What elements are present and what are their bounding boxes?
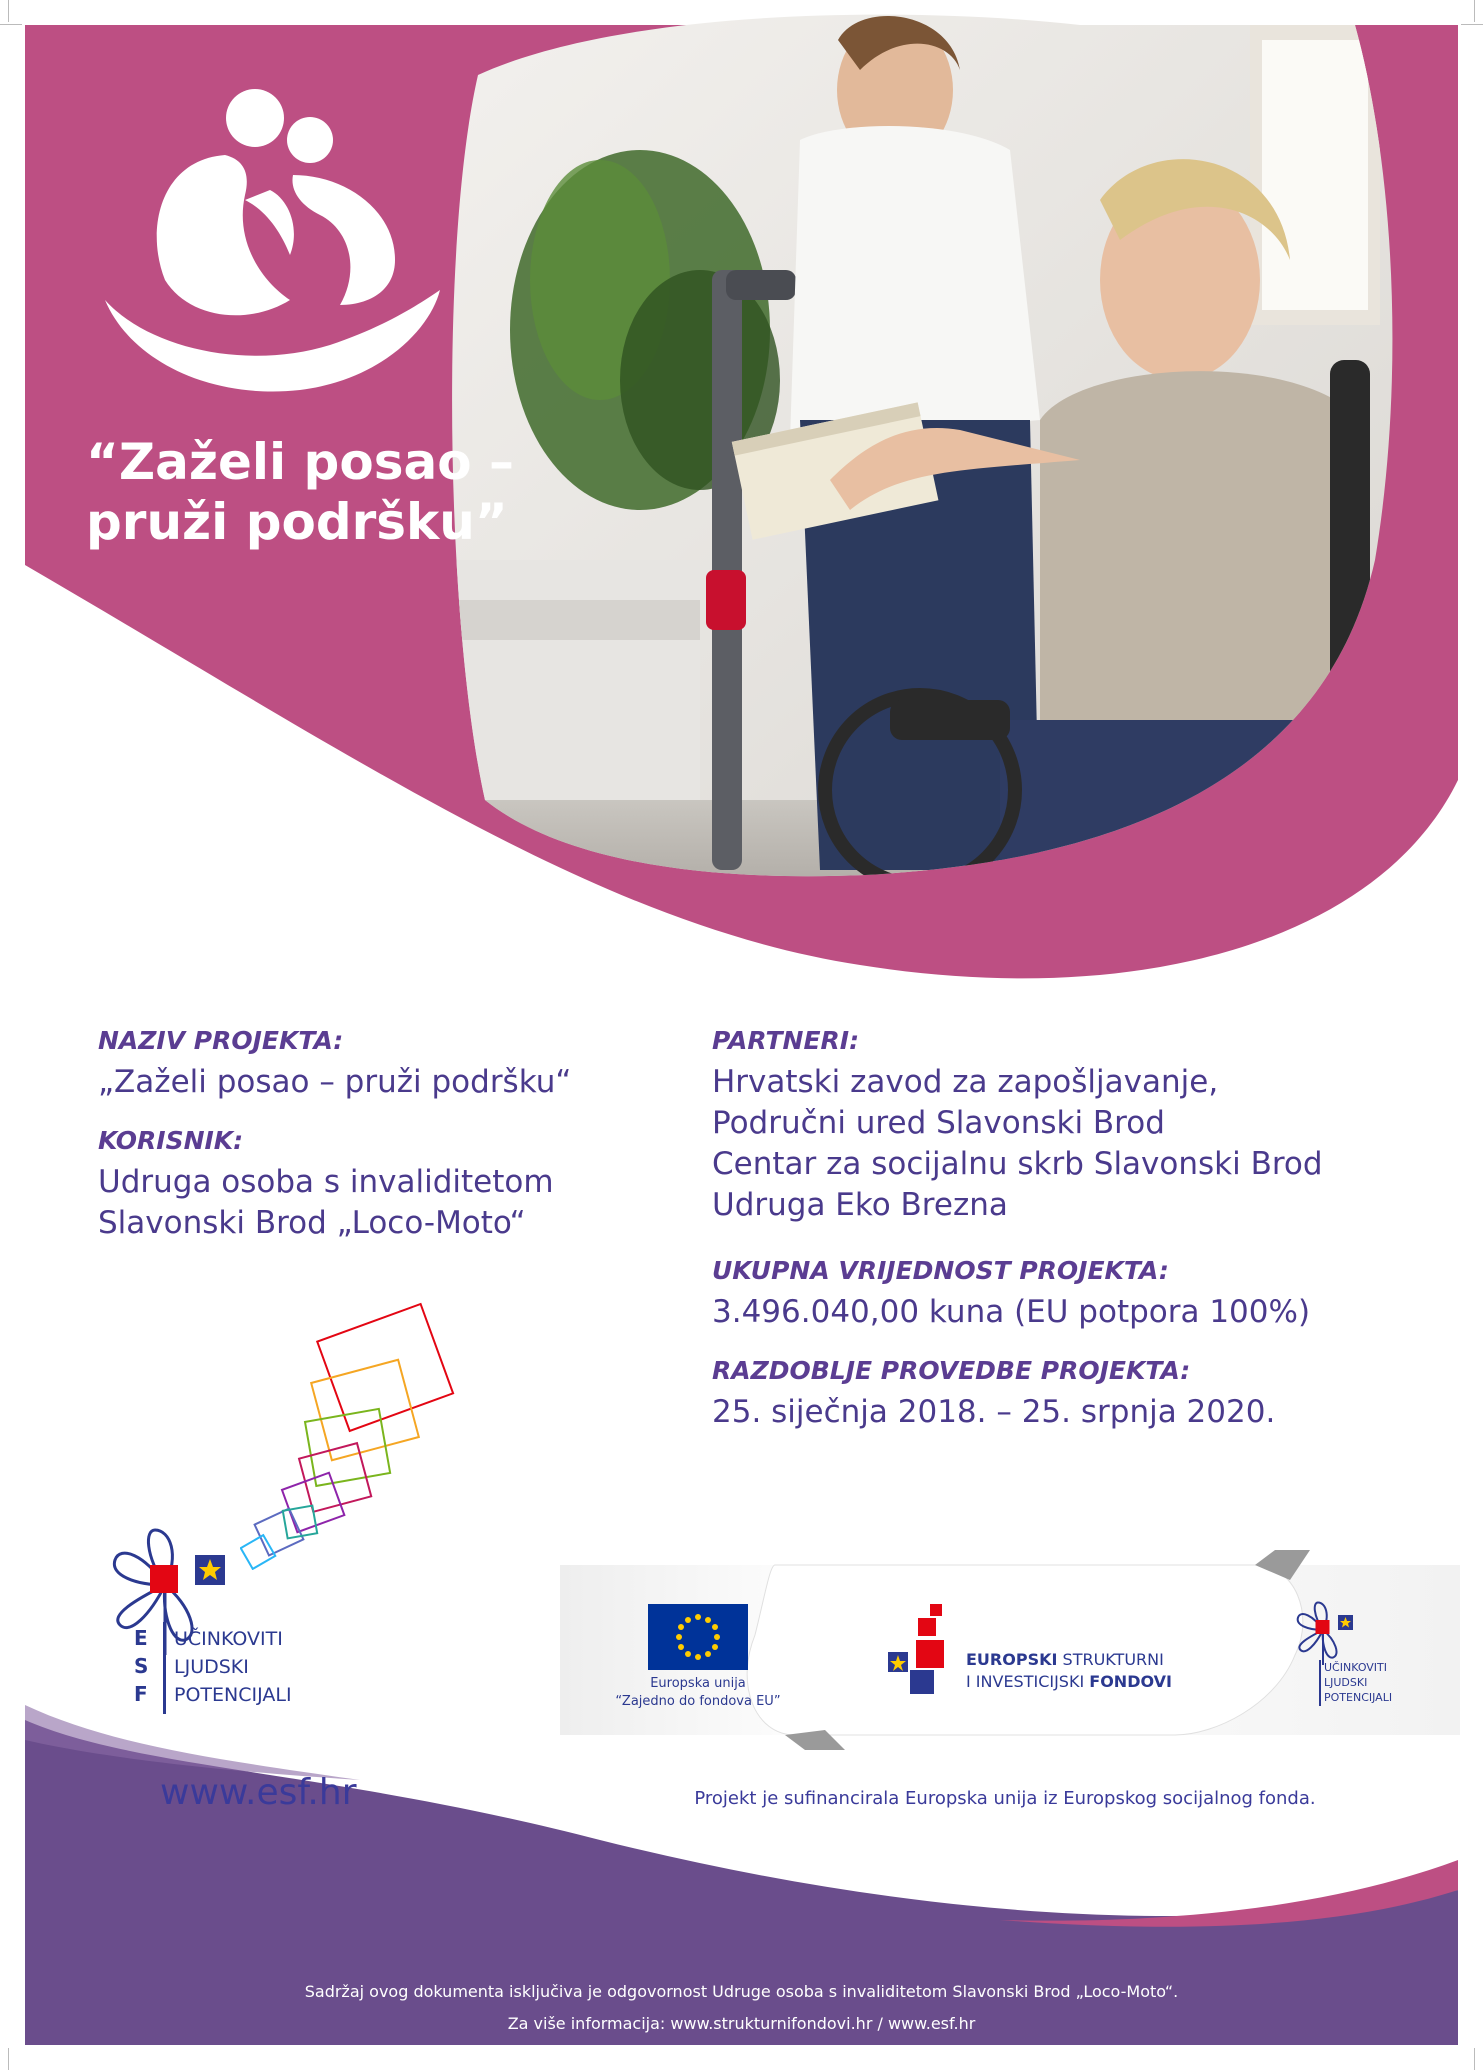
esi-funds-line-1	[966, 1650, 1164, 1669]
esf-small-pinwheel-icon	[1283, 1595, 1363, 1665]
total-value: 3.496.040,00 kuna (EU potpora 100%)	[712, 1294, 1311, 1330]
esi-funds-line-1-bold: EUROPSKI	[966, 1650, 1058, 1669]
beneficiary-label: KORISNIK:	[98, 1126, 244, 1155]
esi-funds-line-2-rest: I INVESTICIJSKI	[966, 1672, 1090, 1691]
crop-mark	[1461, 24, 1483, 25]
partner-line: Centar za socijalnu skrb Slavonski Brod	[712, 1146, 1323, 1182]
crop-mark	[1474, 2048, 1475, 2070]
eu-flag-icon	[648, 1604, 748, 1670]
eu-label: Europska unija	[650, 1676, 746, 1691]
esi-funds-icon	[880, 1600, 980, 1700]
project-name-value: „Zaželi posao – pruži podršku“	[98, 1064, 572, 1100]
crop-mark	[1474, 0, 1475, 22]
partner-line: Hrvatski zavod za zapošljavanje,	[712, 1064, 1219, 1100]
hero-title-line-2: pruži podršku”	[86, 493, 508, 551]
crop-mark	[8, 0, 9, 22]
period-value: 25. siječnja 2018. – 25. srpnja 2020.	[712, 1394, 1276, 1430]
partners-label: PARTNERI:	[712, 1026, 860, 1055]
website-link[interactable]: www.esf.hr	[160, 1772, 357, 1813]
beneficiary-line-2: Slavonski Brod „Loco-Moto“	[98, 1205, 526, 1241]
esf-small-word: LJUDSKI	[1324, 1676, 1368, 1689]
esf-letter: E	[134, 1626, 148, 1650]
crop-mark	[8, 2048, 9, 2070]
esf-word: LJUDSKI	[174, 1656, 249, 1678]
total-value-label: UKUPNA VRIJEDNOST PROJEKTA:	[712, 1256, 1169, 1285]
project-name-label: NAZIV PROJEKTA:	[98, 1026, 344, 1055]
period-label: RAZDOBLJE PROVEDBE PROJEKTA:	[712, 1356, 1191, 1385]
footer-more-info: Za više informacija: www.strukturnifondovi.hr / www.esf.hr	[507, 2014, 976, 2033]
esf-word: POTENCIJALI	[174, 1684, 292, 1706]
hero-title-line-1: “Zaželi posao –	[86, 433, 514, 491]
footer-disclaimer: Sadržaj ovog dokumenta isključiva je odgovornost Udruge osoba s invaliditetom Slavonski Brod „Loco-Moto“.	[304, 1982, 1179, 2001]
beneficiary-line-1: Udruga osoba s invaliditetom	[98, 1164, 554, 1200]
esi-funds-line-2	[966, 1672, 1172, 1691]
eu-slogan: “Zajedno do fondova EU”	[615, 1694, 781, 1709]
cofinanced-text: Projekt je sufinancirala Europska unija iz Europskog socijalnog fonda.	[694, 1788, 1316, 1809]
esf-word: UČINKOVITI	[174, 1628, 283, 1650]
esf-small-word: UČINKOVITI	[1324, 1661, 1388, 1674]
partner-line: Područni ured Slavonski Brod	[712, 1105, 1165, 1141]
esf-letter: F	[134, 1682, 148, 1706]
crop-mark	[0, 24, 22, 25]
esi-funds-line-1-rest: STRUKTURNI	[1057, 1650, 1164, 1669]
esi-funds-line-2-bold: FONDOVI	[1089, 1672, 1172, 1691]
esf-letter: S	[134, 1654, 149, 1678]
partner-line: Udruga Eko Brezna	[712, 1187, 1008, 1223]
decorative-squares	[240, 1300, 480, 1570]
esf-small-word: POTENCIJALI	[1324, 1691, 1393, 1704]
esf-small-divider	[1319, 1660, 1321, 1706]
esf-divider	[163, 1622, 166, 1714]
